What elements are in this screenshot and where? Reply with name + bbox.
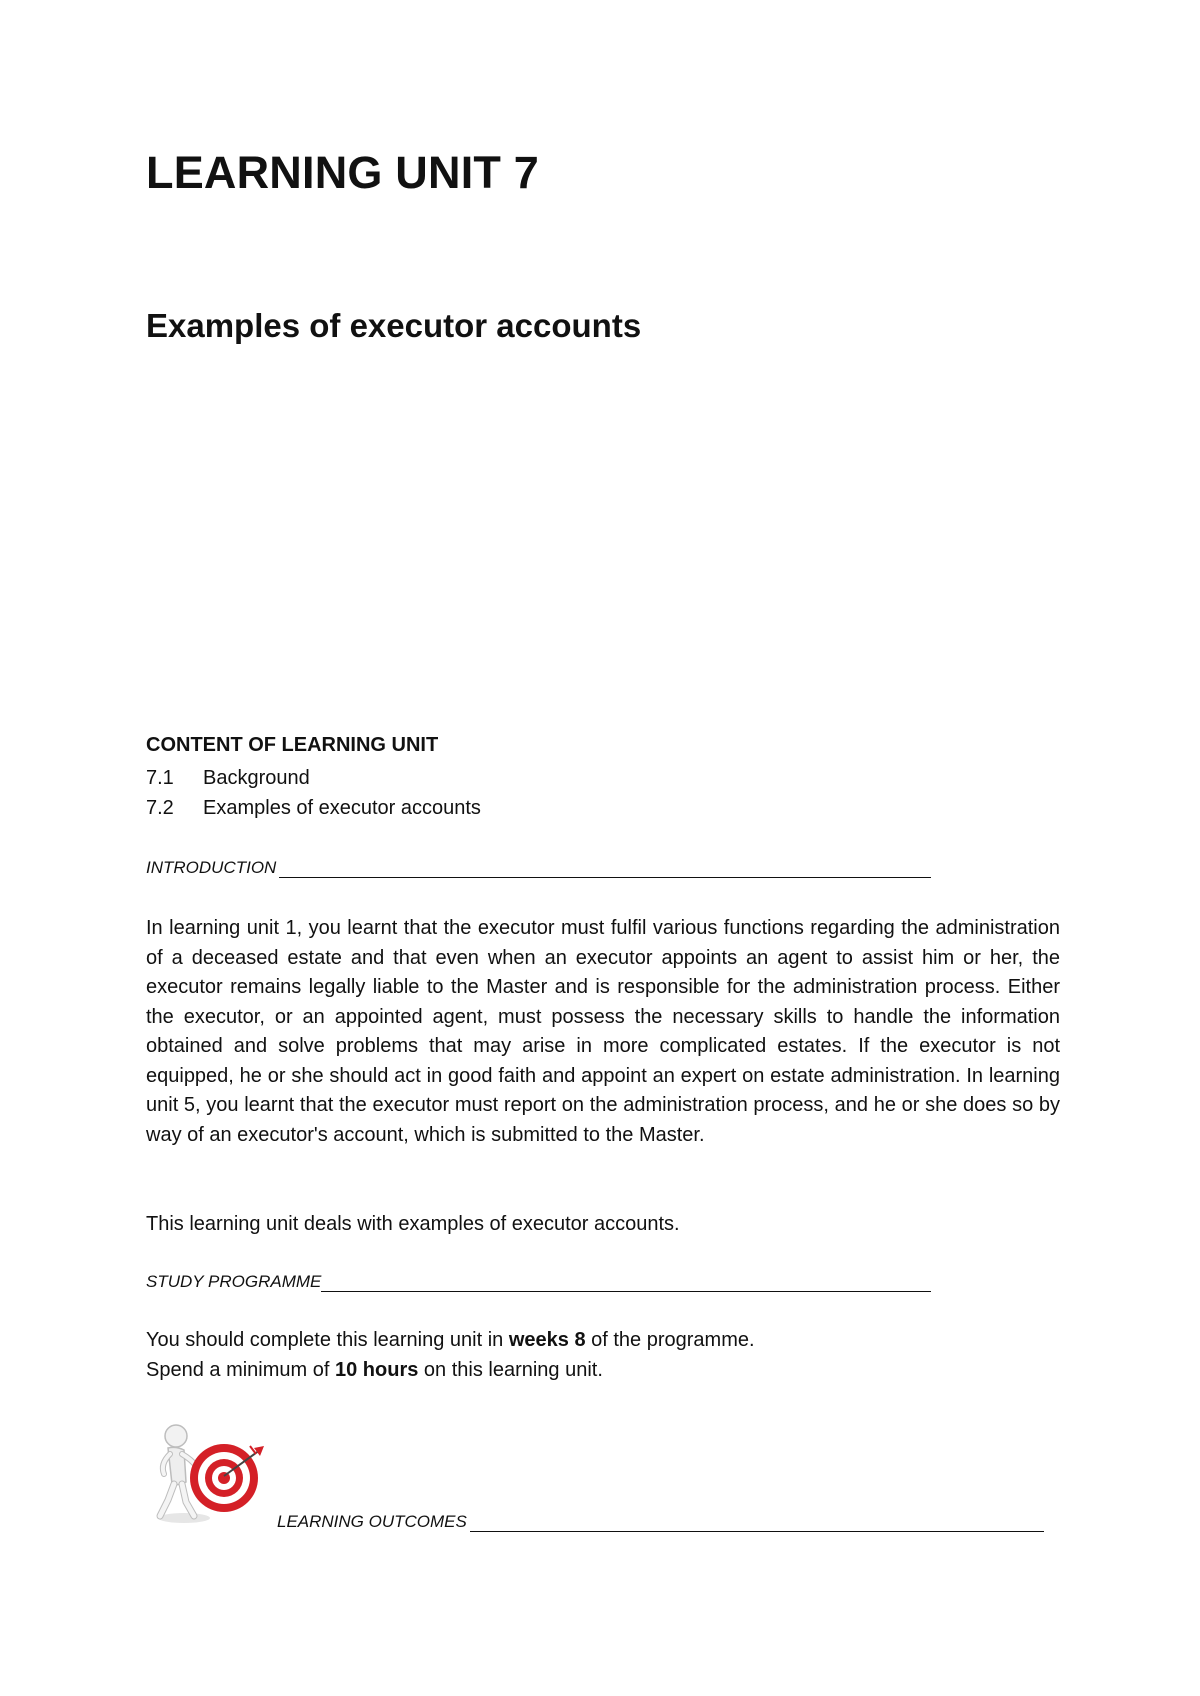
unit-title: LEARNING UNIT 7 — [146, 147, 540, 198]
text-run: of the programme. — [585, 1329, 755, 1351]
contents-item-number: 7.2 — [146, 797, 174, 819]
heading-rule — [321, 1275, 931, 1292]
study-line-hours — [146, 1356, 1060, 1386]
text-run: You should complete this learning unit in — [146, 1329, 509, 1351]
contents-item-label: Background — [203, 767, 310, 789]
unit-subtitle: Examples of executor accounts — [146, 307, 642, 344]
heading-rule — [470, 1515, 1044, 1532]
target-figure-icon — [146, 1420, 276, 1530]
text-run: Spend a minimum of — [146, 1358, 335, 1381]
introduction-heading — [146, 858, 931, 878]
text-run: on this learning unit. — [418, 1358, 603, 1381]
study-line-weeks — [146, 1326, 1060, 1356]
introduction-heading-label: INTRODUCTION — [146, 858, 277, 877]
heading-rule — [279, 861, 931, 878]
contents-item-label: Examples of executor accounts — [203, 797, 481, 819]
study-programme-text — [146, 1326, 1060, 1385]
contents-list — [146, 763, 481, 823]
target-icon — [190, 1444, 258, 1512]
hours-value: 10 hours — [334, 1358, 419, 1381]
contents-item — [146, 763, 481, 793]
contents-item — [146, 793, 481, 823]
weeks-value: weeks 8 — [508, 1329, 586, 1351]
contents-heading: CONTENT OF LEARNING UNIT — [146, 734, 439, 756]
learning-outcomes-heading — [277, 1512, 1044, 1532]
learning-outcomes-heading-label: LEARNING OUTCOMES — [277, 1512, 467, 1531]
study-programme-heading-label: STUDY PROGRAMME — [146, 1272, 322, 1291]
introduction-paragraph: In learning unit 1, you learnt that the executor must fulfil various functions regarding the administration of a deceased estate and that even when an executor appoints an agent to assist him or her, the executor remains legally liable to the Master and is responsible for the administration process. Either the executor, or an appointed agent, must possess the necessary skills to handle the information obtained and solve problems that may arise in more complicated estates. If the executor is not equipped, he or she should act in good faith and appoint an expert on estate administration. In learning unit 5, you learnt that the executor must report on the administration process, and he or she does so by way of an executor's account, which is submitted to the Master. — [146, 917, 1060, 1146]
study-programme-heading — [146, 1272, 931, 1292]
unit-summary-paragraph: This learning unit deals with examples of executor accounts. — [146, 1213, 680, 1235]
contents-item-number: 7.1 — [146, 767, 174, 789]
